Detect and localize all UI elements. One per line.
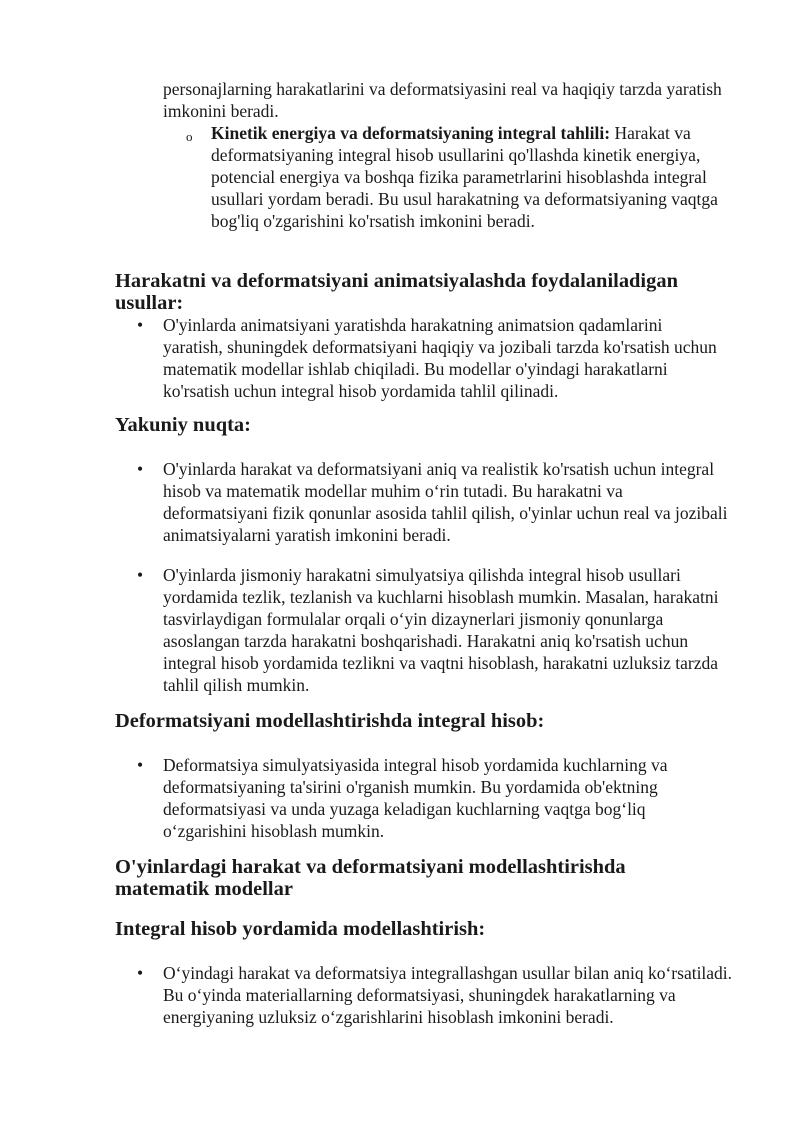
list-item: O'yinlarda harakat va deformatsiyani aniq va realistik ko'rsatish uchun integral hisob va matematik modellar muhim o‘rin tutadi. Bu harakatni va deformatsiyani fizik qonunlar asosida tahlil qilish, o'yinlar uchun real va jozibali animatsiyalarni yaratish imkonini beradi. — [163, 459, 728, 545]
section-heading-math-models: O'yinlardagi harakat va deformatsiyani modellashtirishda matematik modellar — [115, 856, 626, 900]
sub-item-bold-lead: Kinetik energiya va deformatsiyaning integral tahlili: — [211, 123, 611, 143]
section-heading-final-point: Yakuniy nuqta: — [115, 414, 251, 436]
sub-item-text: Harakat va deformatsiyaning integral hisob usullarini qo'llashda kinetik energiya, potencial energiya va boshqa fizika parametrlarini hisoblashda integral usullari yordam beradi. Bu usul harakatning va deformatsiyaning vaqtga bog'liq o'zgarishini ko'rsatish imkonini beradi. — [211, 123, 718, 231]
bullet-marker: • — [137, 315, 144, 335]
bullet-marker: • — [137, 755, 144, 775]
list-item: Deformatsiya simulyatsiyasida integral hisob yordamida kuchlarning va deformatsiyaning ta'sirini o'rganish mumkin. Bu yordamida ob'ektning deformatsiyasi va unda yuzaga keladigan kuchlarning vaqtga bog‘liq o‘zgarishini hisoblash mumkin. — [163, 755, 668, 841]
sub-bullet-marker: o — [186, 129, 193, 144]
list-item: O'yinlarda jismoniy harakatni simulyatsiya qilishda integral hisob usullari yordamida tezlik, tezlanish va kuchlarni hisoblash mumkin. Masalan, harakatni tasvirlaydigan formulalar orqali o‘yin dizaynerlari jismoniy qonunlarga asoslangan tarzda harakatni boshqarishadi. Harakatni aniq ko'rsatish uchun integral hisob yordamida tezlikni va vaqtni hisoblash, harakatni uzluksiz tarzda tahlil qilish mumkin. — [163, 565, 719, 695]
list-item: O'yinlarda animatsiyani yaratishda harakatning animatsion qadamlarini yaratish, shuningdek deformatsiyani haqiqiy va jozibali tarzda ko'rsatish uchun matematik modellar ishlab chiqiladi. Bu modellar o'yindagi harakatlarni ko'rsatish uchun integral hisob yordamida tahlil qilinadi. — [163, 315, 717, 401]
section-heading-deformation-modeling: Deformatsiyani modellashtirishda integral hisob: — [115, 710, 545, 732]
intro-paragraph: personajlarning harakatlarini va deformatsiyasini real va haqiqiy tarzda yaratish imkonini beradi. — [163, 79, 722, 121]
section-heading-animation-methods: Harakatni va deformatsiyani animatsiyalashda foydalaniladigan usullar: — [115, 270, 678, 314]
section-heading-integral-modeling: Integral hisob yordamida modellashtirish: — [115, 918, 486, 940]
bullet-marker: • — [137, 565, 144, 585]
list-item: O‘yindagi harakat va deformatsiya integrallashgan usullar bilan aniq ko‘rsatiladi. Bu o‘yinda materiallarning deformatsiyasi, shuningdek harakatlarning va energiyaning uzluksiz o‘zgarishlarini hisoblash imkonini beradi. — [163, 963, 733, 1027]
sub-list-item — [211, 122, 751, 232]
bullet-marker: • — [137, 963, 144, 983]
bullet-marker: • — [137, 459, 144, 479]
